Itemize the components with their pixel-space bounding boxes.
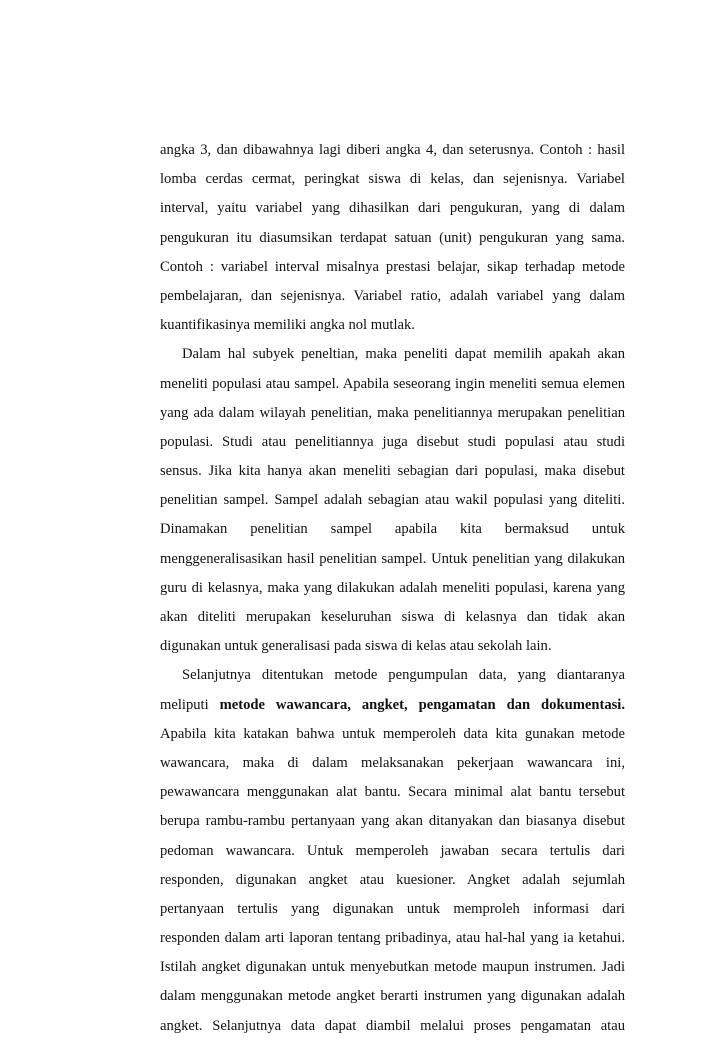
text-line: dalam menggunakan metode angket berarti instrumen yang digunakan adalah bbox=[160, 988, 625, 1005]
text-line: lomba cerdas cermat, peringkat siswa di kelas, dan sejenisnya. Variabel bbox=[160, 171, 625, 188]
text-line: pertanyaan tertulis yang digunakan untuk memproleh informasi dari bbox=[160, 900, 625, 917]
text-line-bold-methods bbox=[160, 691, 625, 720]
text-line: berupa rambu-rambu pertanyaan yang akan ditanyakan dan biasanya disebut bbox=[160, 813, 625, 830]
text-line: Dinamakan penelitian sampel apabila kita bermaksud untuk bbox=[160, 521, 625, 538]
paragraph-group bbox=[160, 720, 625, 1041]
text-line: kuantifikasinya memiliki angka nol mutlak. bbox=[160, 317, 415, 334]
text-line: guru di kelasnya, maka yang dilakukan adalah meneliti populasi, karena yang bbox=[160, 579, 625, 596]
text-line: interval, yaitu variabel yang dihasilkan dari pengukuran, yang di dalam bbox=[160, 200, 625, 217]
text-line-prefix: meliputi bbox=[160, 696, 220, 713]
text-line: pedoman wawancara. Untuk memperoleh jawaban secara tertulis dari bbox=[160, 842, 625, 859]
text-line: pewawancara menggunakan alat bantu. Secara minimal alat bantu tersebut bbox=[160, 784, 625, 801]
text-line: sensus. Jika kita hanya akan meneliti sebagian dari populasi, maka disebut bbox=[160, 463, 625, 480]
text-line: angka 3, dan dibawahnya lagi diberi angka 4, dan seterusnya. Contoh : hasil bbox=[160, 142, 625, 158]
text-line: penelitian sampel. Sampel adalah sebagian atau wakil populasi yang diteliti. bbox=[160, 492, 625, 509]
text-line: populasi. Studi atau penelitiannya juga disebut studi populasi atau studi bbox=[160, 433, 625, 450]
text-line: Istilah angket digunakan untuk menyebutkan metode maupun instrumen. Jadi bbox=[160, 959, 625, 976]
text-line: responden dalam arti laporan tentang pribadinya, atau hal-hal yang ia ketahui. bbox=[160, 930, 625, 947]
text-line: responden, digunakan angket atau kuesioner. Angket adalah sejumlah bbox=[160, 871, 625, 888]
text-line: meneliti populasi atau sampel. Apabila seseorang ingin meneliti semua elemen bbox=[160, 375, 625, 392]
text-line: akan diteliti merupakan keseluruhan siswa di kelasnya dan tidak akan bbox=[160, 609, 625, 625]
paragraph-group bbox=[160, 136, 625, 691]
body-text bbox=[160, 136, 625, 1041]
text-line: Apabila kita katakan bahwa untuk memperoleh data kita gunakan metode bbox=[160, 725, 625, 742]
text-line: yang ada dalam wilayah penelitian, maka penelitiannya merupakan penelitian bbox=[160, 404, 625, 421]
text-line: angket. Selanjutnya data dapat diambil melalui proses pengamatan atau bbox=[160, 1017, 625, 1034]
text-line: digunakan untuk generalisasi pada siswa di kelas atau sekolah lain. bbox=[160, 638, 552, 655]
text-line: Contoh : variabel interval misalnya prestasi belajar, sikap terhadap metode bbox=[160, 258, 625, 275]
text-line: pengukuran itu diasumsikan terdapat satuan (unit) pengukuran yang sama. bbox=[160, 229, 625, 246]
text-line: pembelajaran, dan sejenisnya. Variabel ratio, adalah variabel yang dalam bbox=[160, 287, 625, 304]
text-line: Selanjutnya ditentukan metode pengumpulan data, yang diantaranya bbox=[182, 667, 625, 684]
text-line: wawancara, maka di dalam melaksanakan pekerjaan wawancara ini, bbox=[160, 754, 625, 771]
bold-methods-text: metode wawancara, angket, pengamatan dan dokumentasi. bbox=[219, 696, 625, 713]
text-line: menggeneralisasikan hasil penelitian sampel. Untuk penelitian yang dilakukan bbox=[160, 550, 625, 567]
text-line: Dalam hal subyek peneltian, maka peneliti dapat memilih apakah akan bbox=[182, 346, 625, 363]
